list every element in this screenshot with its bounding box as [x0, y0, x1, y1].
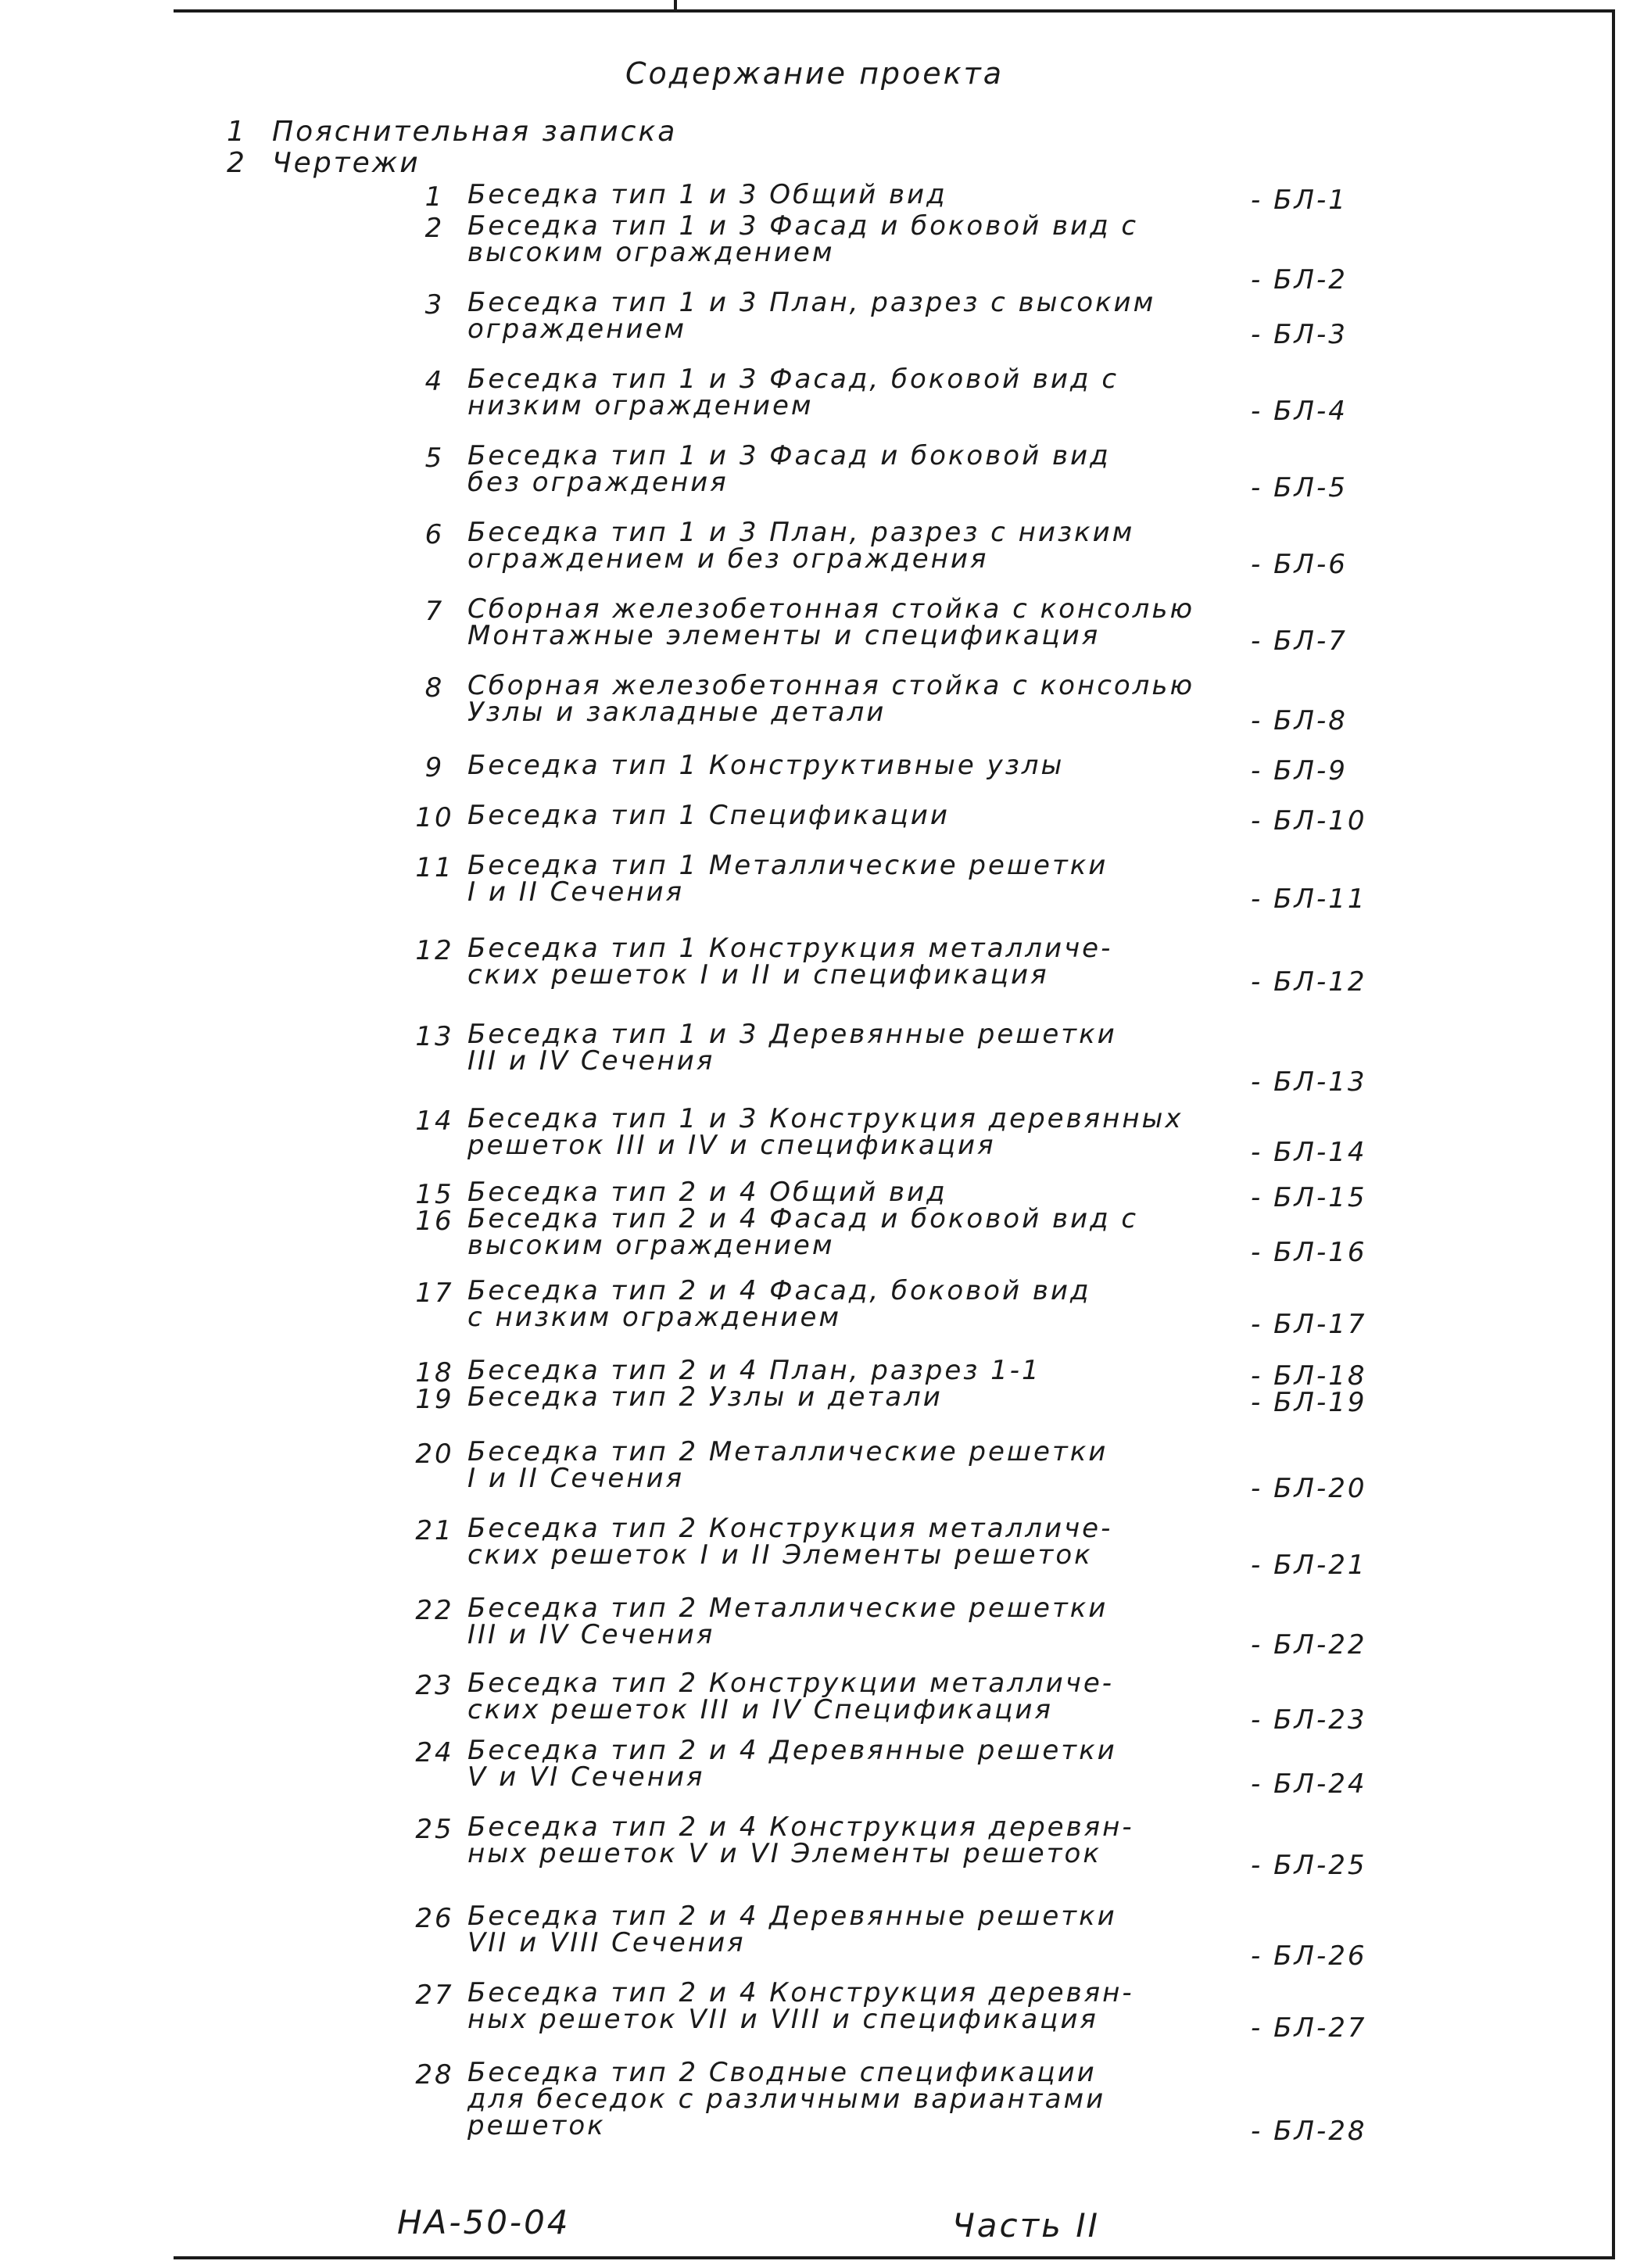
drawing-title-line: V и VI Сечения — [467, 1761, 705, 1793]
drawing-title-line: Беседка тип 2 и 4 Конструкция деревян- — [467, 1977, 1134, 2008]
drawing-title-line: Беседка тип 2 Металлические решетки — [467, 1436, 1108, 1467]
drawing-title-line: Беседка тип 2 Узлы и детали — [467, 1381, 943, 1413]
drawing-number: 3 — [424, 289, 445, 321]
drawing-number: 2 — [424, 213, 445, 244]
sheet-code: - БЛ-7 — [1251, 625, 1348, 657]
document-code: НА-50-04 — [397, 2203, 571, 2241]
drawing-title-line: Беседка тип 2 Металлические решетки — [467, 1593, 1108, 1624]
drawing-title-line: для беседок с различными вариантами — [467, 2083, 1106, 2115]
drawing-title-line: Беседка тип 1 и 3 Конструкция деревянных — [467, 1103, 1184, 1134]
drawing-title-line: III и IV Сечения — [467, 1619, 715, 1650]
drawing-title-line: Сборная железобетонная стойка с консолью — [467, 670, 1195, 701]
document-part: Часть II — [952, 2206, 1100, 2245]
drawing-title-line: без ограждения — [467, 467, 729, 498]
drawing-title-line: ских решеток I и II Элементы решеток — [467, 1539, 1093, 1571]
drawing-number: 10 — [415, 802, 454, 833]
drawing-number: 12 — [415, 935, 454, 966]
drawing-title-line: ограждением и без ограждения — [467, 543, 989, 575]
drawing-title-line: Беседка тип 1 и 3 Фасад и боковой вид с — [467, 210, 1139, 242]
sheet-code: - БЛ-26 — [1251, 1940, 1367, 1972]
drawing-title-line: Беседка тип 2 Конструкции металличе- — [467, 1668, 1115, 1699]
sheet-code: - БЛ-4 — [1251, 396, 1348, 427]
drawing-title-line: ных решеток V и VI Элементы решеток — [467, 1838, 1101, 1869]
drawing-number: 11 — [415, 852, 454, 883]
drawing-number: 18 — [415, 1357, 454, 1388]
drawing-title-line: решеток — [467, 2110, 606, 2141]
drawing-title-line: Беседка тип 2 и 4 Деревянные решетки — [467, 1901, 1117, 1932]
sheet-code: - БЛ-27 — [1251, 2012, 1367, 2044]
drawing-title-line: ских решеток III и IV Спецификация — [467, 1694, 1053, 1725]
sheet-code: - БЛ-2 — [1251, 264, 1348, 296]
sheet-code: - БЛ-16 — [1251, 1237, 1367, 1268]
drawing-number: 23 — [415, 1670, 454, 1701]
drawing-title-line: с низким ограждением — [467, 1302, 842, 1333]
drawing-number: 27 — [415, 1980, 454, 2011]
drawing-title-line: ных решеток VII и VIII и спецификация — [467, 2004, 1098, 2035]
drawing-number: 24 — [415, 1737, 454, 1768]
sheet-code: - БЛ-5 — [1251, 472, 1348, 503]
sheet-code: - БЛ-18 — [1251, 1360, 1367, 1392]
toc-item-text: Чертежи — [272, 147, 421, 179]
drawing-title-line: Беседка тип 1 и 3 Деревянные решетки — [467, 1019, 1117, 1050]
drawing-title-line: Монтажные элементы и спецификация — [467, 620, 1101, 651]
sheet-code: - БЛ-24 — [1251, 1768, 1367, 1800]
sheet-code: - БЛ-22 — [1251, 1629, 1367, 1661]
sheet-code: - БЛ-17 — [1251, 1309, 1367, 1340]
drawing-title-line: Беседка тип 2 и 4 Конструкция деревян- — [467, 1811, 1134, 1843]
drawing-number: 9 — [424, 752, 445, 783]
sheet-code: - БЛ-28 — [1251, 2116, 1367, 2147]
drawing-number: 8 — [424, 672, 445, 704]
drawing-number: 15 — [415, 1179, 454, 1210]
drawing-title-line: Беседка тип 1 Конструкция металличе- — [467, 933, 1113, 964]
sheet-code: - БЛ-12 — [1251, 966, 1367, 998]
drawing-title-line: ограждением — [467, 314, 687, 345]
drawing-title-line: решеток III и IV и спецификация — [467, 1130, 996, 1161]
drawing-title-line: Беседка тип 2 Сводные спецификации — [467, 2057, 1097, 2088]
drawing-title-line: высоким ограждением — [467, 237, 835, 268]
drawing-title-line: низким ограждением — [467, 390, 814, 421]
drawing-number: 20 — [415, 1439, 454, 1470]
drawing-number: 6 — [424, 519, 445, 550]
drawing-number: 19 — [415, 1384, 454, 1415]
drawing-title-line: Беседка тип 2 и 4 План, разрез 1-1 — [467, 1355, 1041, 1386]
drawing-title-line: Беседка тип 2 и 4 Деревянные решетки — [467, 1735, 1117, 1766]
drawing-title-line: Беседка тип 1 Металлические решетки — [467, 850, 1108, 881]
sheet-code: - БЛ-8 — [1251, 705, 1348, 736]
drawing-title-line: Беседка тип 1 и 3 Фасад и боковой вид — [467, 440, 1111, 471]
drawing-title-line: Беседка тип 1 и 3 План, разрез с высоким — [467, 287, 1156, 318]
drawing-title-line: Беседка тип 2 и 4 Фасад, боковой вид — [467, 1275, 1091, 1306]
drawing-number: 4 — [424, 366, 445, 397]
drawing-title-line: I и II Сечения — [467, 876, 685, 908]
drawing-title-line: Беседка тип 1 и 3 Общий вид — [467, 179, 947, 210]
drawing-number: 1 — [424, 181, 445, 213]
drawing-number: 14 — [415, 1105, 454, 1137]
drawing-title-line: Беседка тип 2 и 4 Общий вид — [467, 1177, 947, 1208]
drawing-title-line: Беседка тип 2 и 4 Фасад и боковой вид с — [467, 1203, 1139, 1234]
sheet-code: - БЛ-20 — [1251, 1473, 1367, 1504]
drawing-number: 28 — [415, 2059, 454, 2091]
sheet-code: - БЛ-6 — [1251, 549, 1348, 580]
toc-item-number: 2 — [227, 147, 247, 179]
drawing-title-line: Беседка тип 1 и 3 Фасад, боковой вид с — [467, 364, 1119, 395]
sheet-code: - БЛ-14 — [1251, 1137, 1367, 1168]
drawing-title-line: Беседка тип 1 Конструктивные узлы — [467, 750, 1065, 781]
drawing-title-line: VII и VIII Сечения — [467, 1927, 746, 1958]
drawing-title-line: высоким ограждением — [467, 1230, 835, 1261]
drawing-number: 22 — [415, 1595, 454, 1626]
sheet-code: - БЛ-21 — [1251, 1550, 1367, 1581]
sheet-code: - БЛ-9 — [1251, 755, 1348, 786]
drawing-number: 5 — [424, 442, 445, 474]
sheet-code: - БЛ-11 — [1251, 883, 1367, 915]
sheet-code: - БЛ-13 — [1251, 1066, 1367, 1098]
sheet-code: - БЛ-1 — [1251, 185, 1348, 216]
drawing-number: 21 — [415, 1515, 454, 1546]
drawing-number: 17 — [415, 1277, 454, 1309]
drawing-title-line: Узлы и закладные детали — [467, 697, 886, 728]
sheet-code: - БЛ-25 — [1251, 1850, 1367, 1881]
drawing-number: 7 — [424, 596, 445, 627]
drawing-title-line: Беседка тип 2 Конструкция металличе- — [467, 1513, 1113, 1544]
drawing-number: 16 — [415, 1206, 454, 1237]
drawing-title-line: Беседка тип 1 и 3 План, разрез с низким — [467, 517, 1135, 548]
sheet-code: - БЛ-15 — [1251, 1182, 1367, 1213]
drawing-title-line: ских решеток I и II и спецификация — [467, 959, 1049, 991]
drawing-title-line: Сборная железобетонная стойка с консолью — [467, 593, 1195, 625]
frame-tick-mark — [674, 0, 677, 13]
sheet-code: - БЛ-19 — [1251, 1387, 1367, 1418]
toc-item-text: Пояснительная записка — [272, 116, 678, 148]
drawing-title-line: I и II Сечения — [467, 1463, 685, 1494]
drawing-number: 25 — [415, 1814, 454, 1845]
sheet-code: - БЛ-3 — [1251, 319, 1348, 350]
sheet-code: - БЛ-23 — [1251, 1704, 1367, 1736]
drawing-number: 13 — [415, 1021, 454, 1052]
drawing-title-line: Беседка тип 1 Спецификации — [467, 800, 950, 831]
sheet-code: - БЛ-10 — [1251, 805, 1367, 837]
toc-item-number: 1 — [227, 116, 247, 148]
drawing-title-line: III и IV Сечения — [467, 1045, 715, 1077]
page-title: Содержание проекта — [625, 56, 1005, 91]
drawing-number: 26 — [415, 1903, 454, 1934]
